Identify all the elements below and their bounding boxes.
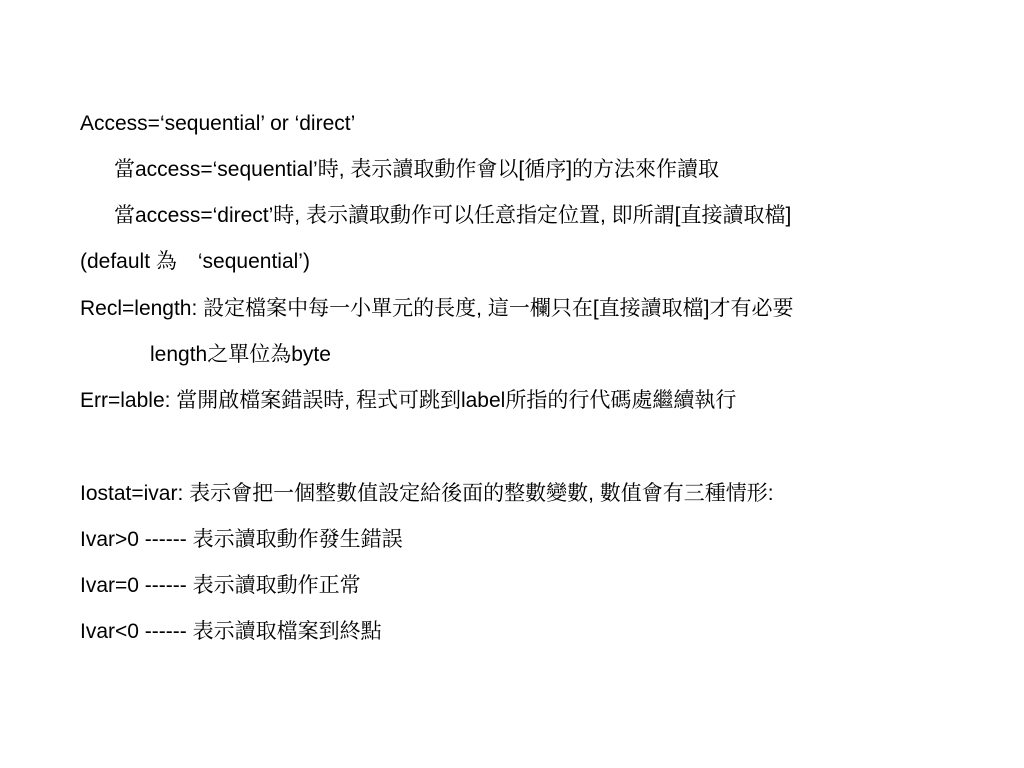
default-note: (default 為 ‘sequential’) (80, 250, 310, 273)
recl-line: Recl=length: 設定檔案中每一小單元的長度, 這一欄只在[直接讀取檔]才有必要 (80, 297, 794, 320)
ivar-zero-line: Ivar=0 ------ 表示讀取動作正常 (80, 574, 361, 597)
access-line: Access=‘sequential’ or ‘direct’ (80, 112, 356, 135)
err-line: Err=lable: 當開啟檔案錯誤時, 程式可跳到label所指的行代碼處繼續執行 (80, 389, 737, 412)
ivar-positive-line: Ivar>0 ------ 表示讀取動作發生錯誤 (80, 528, 403, 551)
access-sequential-desc: 當access=‘sequential’時, 表示讀取動作會以[循序]的方法來作讀取 (114, 158, 720, 181)
ivar-negative-line: Ivar<0 ------ 表示讀取檔案到終點 (80, 620, 382, 643)
access-direct-desc: 當access=‘direct’時, 表示讀取動作可以任意指定位置, 即所謂[直接讀取檔] (114, 204, 792, 227)
iostat-line: Iostat=ivar: 表示會把一個整數值設定給後面的整數變數, 數值會有三種情形: (80, 482, 774, 505)
recl-unit-note: length之單位為byte (150, 343, 331, 366)
